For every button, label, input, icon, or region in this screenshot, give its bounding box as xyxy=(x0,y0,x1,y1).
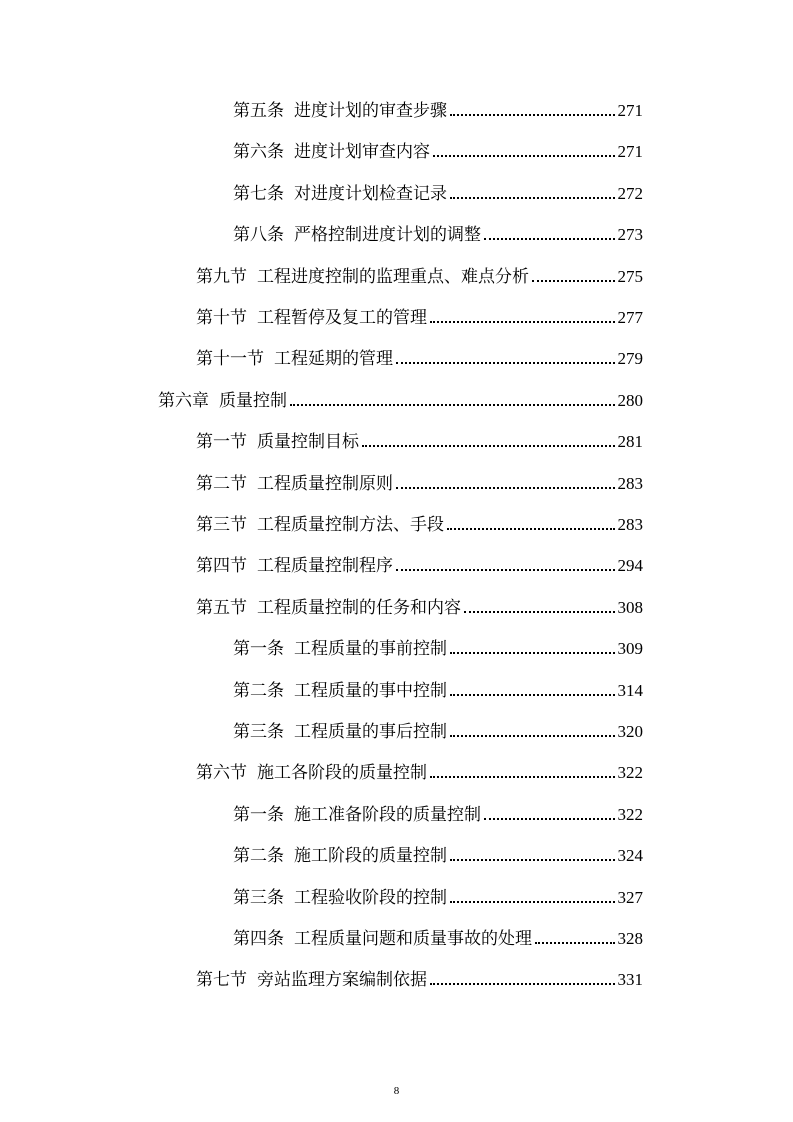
toc-entry[interactable] xyxy=(233,799,643,825)
toc-entry[interactable] xyxy=(233,882,643,908)
toc-entry-page: 283 xyxy=(617,515,643,534)
toc-entry-number: 第六章 xyxy=(158,390,209,411)
toc-entry-title: 工程质量的事后控制 xyxy=(294,722,447,742)
toc-entry[interactable] xyxy=(196,550,643,576)
toc-entry-page: 279 xyxy=(617,349,643,369)
toc-entry[interactable] xyxy=(196,343,643,369)
toc-entry-page: 272 xyxy=(617,183,643,203)
toc-entry[interactable] xyxy=(196,302,643,328)
toc-entry-title: 对进度计划检查记录 xyxy=(294,183,447,204)
toc-entry-number: 第四节 xyxy=(196,556,247,577)
toc-entry-page: 271 xyxy=(617,142,643,162)
toc-entry-title: 进度计划的审查步骤 xyxy=(294,101,447,121)
toc-dot-leader xyxy=(396,362,615,364)
page-number: 8 xyxy=(393,1085,400,1097)
toc-entry-page: 281 xyxy=(617,432,643,452)
toc-entry-page: 331 xyxy=(617,970,643,990)
toc-entry-page: 322 xyxy=(617,804,643,824)
toc-dot-leader xyxy=(362,445,615,447)
toc-dot-leader xyxy=(484,818,615,820)
toc-entry-title: 工程质量的事前控制 xyxy=(294,639,447,660)
toc-entry[interactable] xyxy=(196,757,643,783)
toc-dot-leader xyxy=(450,901,615,903)
toc-entry-number: 第七条 xyxy=(233,183,284,204)
toc-entry[interactable] xyxy=(233,923,643,949)
toc-entry-title: 工程质量控制原则 xyxy=(257,473,393,494)
toc-entry-page: 322 xyxy=(617,763,643,783)
toc-entry[interactable] xyxy=(233,95,643,121)
toc-entry-title: 工程验收阶段的控制 xyxy=(294,887,447,908)
toc-dot-leader xyxy=(450,694,615,696)
toc-entry-number: 第三条 xyxy=(233,722,284,742)
toc-dot-leader xyxy=(450,114,615,116)
toc-entry[interactable] xyxy=(196,509,643,535)
toc-entry-page: 283 xyxy=(617,473,643,493)
toc-dot-leader xyxy=(430,776,615,778)
toc-entry-number: 第九节 xyxy=(196,266,247,287)
toc-entry-page: 328 xyxy=(617,929,643,948)
toc-dot-leader xyxy=(532,280,615,282)
toc-entry-title: 工程质量的事中控制 xyxy=(294,680,447,701)
toc-dot-leader xyxy=(464,611,615,613)
toc-entry-page: 309 xyxy=(617,639,643,659)
toc-dot-leader xyxy=(450,859,615,861)
toc-dot-leader xyxy=(396,569,615,571)
toc-entry-number: 第二条 xyxy=(233,846,284,867)
toc-entry-page: 273 xyxy=(617,225,643,245)
toc-entry-title: 进度计划审查内容 xyxy=(294,142,430,163)
toc-dot-leader xyxy=(430,321,615,323)
toc-entry[interactable] xyxy=(233,716,643,742)
toc-entry-page: 271 xyxy=(617,101,643,120)
toc-dot-leader xyxy=(484,238,615,240)
toc-entry-page: 327 xyxy=(617,887,643,907)
toc-entry-number: 第三条 xyxy=(233,887,284,908)
toc-dot-leader xyxy=(447,528,615,530)
toc-entry-number: 第二条 xyxy=(233,680,284,701)
toc-dot-leader xyxy=(430,983,615,985)
toc-entry[interactable] xyxy=(196,468,643,494)
toc-entry-page: 314 xyxy=(617,680,643,700)
toc-entry-page: 294 xyxy=(617,556,643,576)
toc-entry-number: 第十节 xyxy=(196,308,247,328)
toc-entry-number: 第十一节 xyxy=(196,349,264,370)
toc-entry-number: 第一条 xyxy=(233,639,284,660)
toc-entry-number: 第六条 xyxy=(233,142,284,163)
toc-entry[interactable] xyxy=(196,964,643,990)
toc-entry[interactable] xyxy=(196,426,643,452)
toc-entry-page: 308 xyxy=(617,597,643,617)
toc-entry-title: 工程质量控制方法、手段 xyxy=(257,515,444,535)
toc-entry-title: 质量控制 xyxy=(219,390,287,411)
toc-entry[interactable] xyxy=(233,219,643,245)
toc-entry-title: 旁站监理方案编制依据 xyxy=(257,970,427,991)
toc-entry-page: 277 xyxy=(617,308,643,327)
toc-entry-title: 施工各阶段的质量控制 xyxy=(257,763,427,784)
toc-entry-title: 施工阶段的质量控制 xyxy=(294,846,447,867)
toc-entry[interactable] xyxy=(233,633,643,659)
toc-dot-leader xyxy=(450,652,615,654)
toc-dot-leader xyxy=(535,942,615,944)
toc-entry-title: 工程质量问题和质量事故的处理 xyxy=(294,929,532,949)
toc-entry-number: 第五条 xyxy=(233,101,284,121)
toc-entry-number: 第七节 xyxy=(196,970,247,991)
toc-entry-title: 工程延期的管理 xyxy=(274,349,393,370)
toc-dot-leader xyxy=(396,487,615,489)
toc-entry-title: 严格控制进度计划的调整 xyxy=(294,225,481,246)
toc-entry[interactable] xyxy=(233,178,643,204)
toc-entry-number: 第五节 xyxy=(196,597,247,618)
toc-entry-number: 第三节 xyxy=(196,515,247,535)
toc-entry-number: 第六节 xyxy=(196,763,247,784)
toc-entry-number: 第四条 xyxy=(233,929,284,949)
toc-entry-title: 工程质量控制的任务和内容 xyxy=(257,597,461,618)
toc-entry-page: 275 xyxy=(617,266,643,286)
toc-entry[interactable] xyxy=(233,136,643,162)
toc-entry-title: 工程进度控制的监理重点、难点分析 xyxy=(257,266,529,287)
toc-entry-title: 工程质量控制程序 xyxy=(257,556,393,577)
toc-entry-page: 324 xyxy=(617,846,643,866)
toc-entry-title: 施工准备阶段的质量控制 xyxy=(294,804,481,825)
toc-entry-title: 工程暂停及复工的管理 xyxy=(257,308,427,328)
toc-entry-number: 第一条 xyxy=(233,804,284,825)
toc-dot-leader xyxy=(450,197,615,199)
toc-entry[interactable] xyxy=(233,675,643,701)
toc-entry-title: 质量控制目标 xyxy=(257,432,359,453)
toc-dot-leader xyxy=(450,735,615,737)
toc-entry[interactable] xyxy=(233,840,643,866)
toc-entry-number: 第二节 xyxy=(196,473,247,494)
toc-entry-page: 280 xyxy=(617,390,643,410)
toc-entry-page: 320 xyxy=(617,722,643,741)
toc-entry-number: 第一节 xyxy=(196,432,247,453)
toc-entry[interactable] xyxy=(196,592,643,618)
toc-dot-leader xyxy=(433,155,615,157)
toc-entry-number: 第八条 xyxy=(233,225,284,246)
toc-dot-leader xyxy=(290,404,615,406)
toc-entry[interactable] xyxy=(158,385,643,411)
toc-entry[interactable] xyxy=(196,261,643,287)
